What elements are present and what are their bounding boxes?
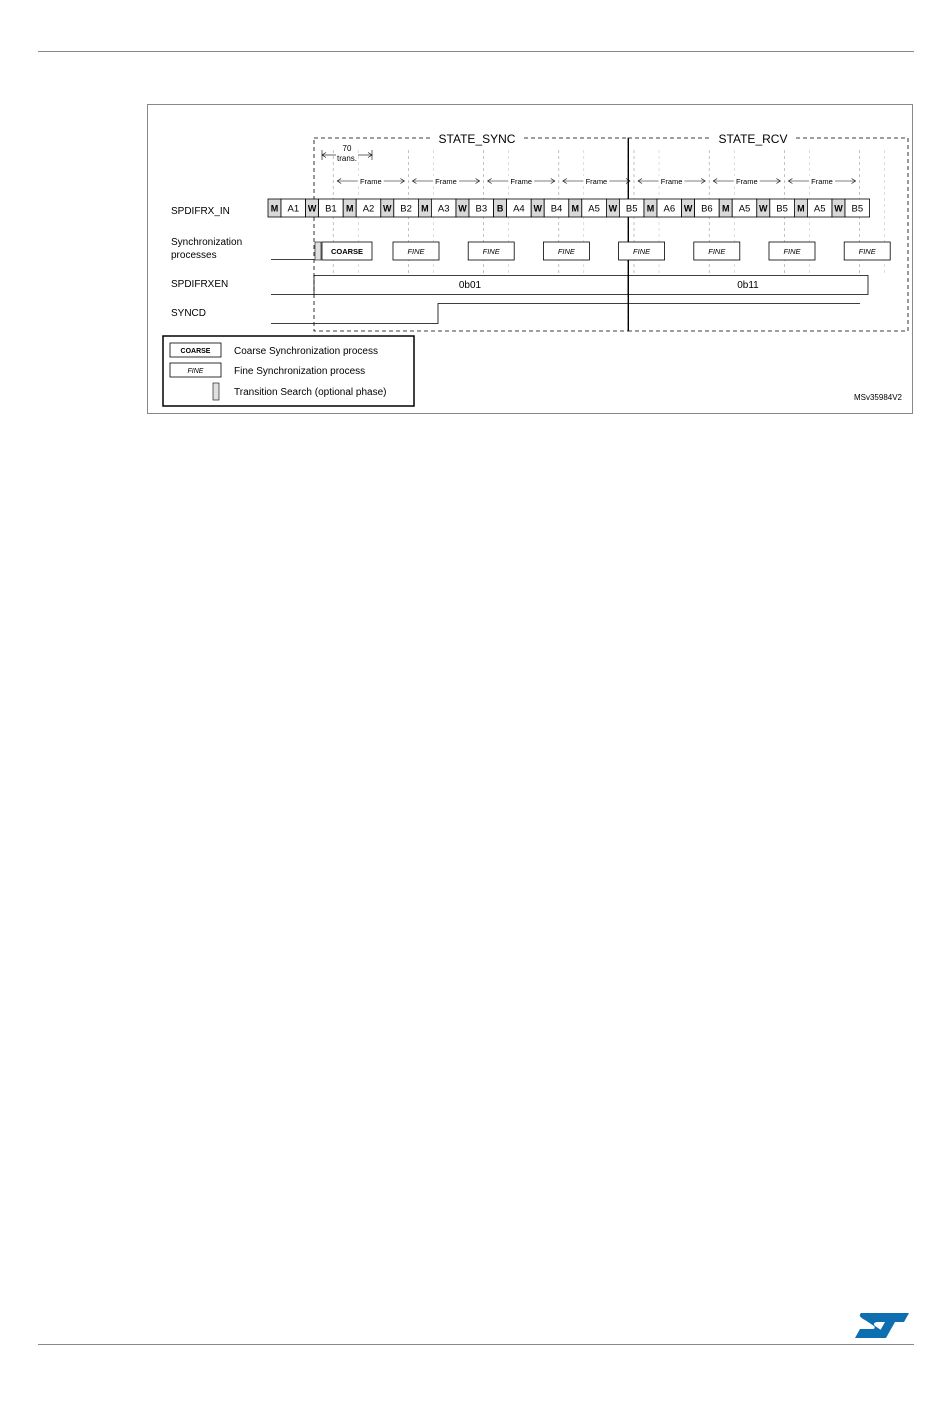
subframe-label: A2 [362,203,375,215]
subframe-label: B4 [550,203,563,215]
gap-marker [322,144,372,163]
subframe-label: B5 [851,203,864,215]
spdifrx-in-label: SPDIFRX_IN [171,206,230,217]
legend-fine-text: Fine Synchronization process [234,366,366,377]
preamble-label: M [421,203,429,214]
preamble-label: B [496,203,504,214]
process-label: FINE [482,247,500,256]
frame-arrow [488,176,555,186]
preamble-label: W [307,203,317,214]
legend-transition-text: Transition Search (optional phase) [234,387,387,398]
preamble-label: W [759,203,768,214]
svg-text:Frame: Frame [435,177,457,186]
subframe-label: B5 [625,203,638,215]
preamble-label: M [270,203,279,214]
process-label: FINE [858,247,876,256]
svg-text:Frame: Frame [660,177,683,186]
preamble-label: M [571,203,580,214]
sync-processes-signal [271,242,890,260]
frame-arrow [788,176,855,186]
gap-unit: trans. [336,154,358,163]
frame-arrow [412,176,479,186]
preamble-label: M [797,203,805,214]
subframe-label: A3 [437,203,450,215]
preamble-label: W [383,203,392,214]
figure-id: MSv35984V2 [853,393,902,402]
sync-processes-label-line1: Synchronization [171,237,243,248]
subframe-label: A5 [588,203,600,215]
preamble-label: W [533,203,542,214]
preamble-label: M [345,203,354,214]
legend-coarse-symbol: COARSE [180,348,211,355]
subframe-label: B5 [776,203,788,215]
st-logo-icon [854,1311,910,1339]
preamble-label: W [608,203,618,214]
process-label: COARSE [330,247,364,256]
syncd-signal [271,304,860,324]
spdifrxen-signal [271,275,868,295]
svg-text:Frame: Frame [585,177,608,186]
subframe-label: B3 [475,203,488,215]
svg-text:Frame: Frame [359,177,382,186]
frame-arrows [337,176,855,186]
process-label: FINE [557,247,575,256]
state-rcv-label: STATE_RCV [718,132,788,146]
syncd-label: SYNCD [171,308,207,319]
spdifrxen-value-sync: 0b01 [458,280,482,291]
frame-arrow [563,176,630,186]
subframe-label: B6 [701,203,713,215]
subframe-label: A1 [287,203,300,215]
spdifrxen-label: SPDIFRXEN [171,279,229,290]
svg-text:Frame: Frame [811,177,833,186]
spdifrx-sync-diagram [147,104,913,414]
process-label: FINE [708,247,726,256]
frame-arrow [713,176,780,186]
svg-text:Frame: Frame [510,177,533,186]
footer-rule [38,1344,914,1345]
legend-coarse-text: Coarse Synchronization process [234,346,378,357]
preamble-label: W [458,203,467,214]
legend-transition-search-symbol [213,383,219,400]
spdifrx-in-signal [268,199,870,217]
frame-arrow [638,176,705,186]
frame-arrow [337,176,404,186]
subframe-label: A4 [513,203,525,215]
preamble-label: M [721,203,730,214]
preamble-label: M [646,203,655,214]
svg-text:Frame: Frame [735,177,758,186]
transition-search-block [315,242,321,260]
subframe-label: B2 [400,203,412,215]
legend-fine-symbol: FINE [187,368,204,375]
spdifrxen-value-rcv: 0b11 [737,280,759,291]
sync-processes-label-line2: processes [171,250,217,261]
subframe-label: A5 [813,203,826,215]
subframe-label: A5 [738,203,751,215]
state-sync-label: STATE_SYNC [438,132,516,146]
process-label: FINE [783,247,801,256]
preamble-label: W [834,203,843,214]
subframe-label: A6 [663,203,676,215]
header-rule [38,51,914,52]
legend [163,336,414,406]
process-label: FINE [633,247,651,256]
preamble-label: W [683,203,693,214]
subframe-label: B1 [325,203,337,215]
state-regions [314,130,908,331]
process-label: FINE [407,247,425,256]
timing-diagram-svg [148,105,912,413]
gap-value: 70 [342,144,352,153]
